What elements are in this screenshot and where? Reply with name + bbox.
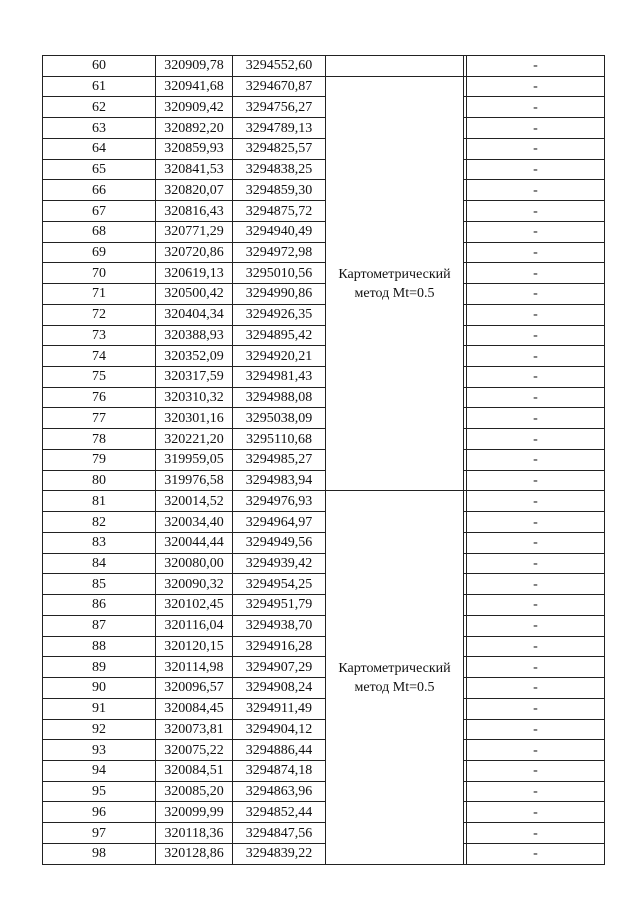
x-coordinate-cell: 320909,42 xyxy=(156,97,233,118)
value-cell: - xyxy=(467,284,605,305)
x-coordinate-cell: 320075,22 xyxy=(156,740,233,761)
point-number-cell: 81 xyxy=(43,491,156,512)
y-coordinate-cell: 3295010,56 xyxy=(233,263,326,284)
y-coordinate-cell: 3294972,98 xyxy=(233,242,326,263)
x-coordinate-cell: 320116,04 xyxy=(156,615,233,636)
value-cell: - xyxy=(467,387,605,408)
x-coordinate-cell: 320816,43 xyxy=(156,201,233,222)
y-coordinate-cell: 3294670,87 xyxy=(233,76,326,97)
x-coordinate-cell: 320941,68 xyxy=(156,76,233,97)
point-number-cell: 98 xyxy=(43,843,156,864)
value-cell: - xyxy=(467,429,605,450)
table-row xyxy=(43,449,605,470)
point-number-cell: 89 xyxy=(43,657,156,678)
value-cell: - xyxy=(467,408,605,429)
y-coordinate-cell: 3294981,43 xyxy=(233,367,326,388)
value-cell: - xyxy=(467,97,605,118)
y-coordinate-cell: 3295038,09 xyxy=(233,408,326,429)
x-coordinate-cell: 320720,86 xyxy=(156,242,233,263)
y-coordinate-cell: 3294951,79 xyxy=(233,595,326,616)
point-number-cell: 91 xyxy=(43,698,156,719)
point-number-cell: 61 xyxy=(43,76,156,97)
y-coordinate-cell: 3294907,29 xyxy=(233,657,326,678)
point-number-cell: 79 xyxy=(43,449,156,470)
table-row xyxy=(43,201,605,222)
point-number-cell: 64 xyxy=(43,138,156,159)
point-number-cell: 95 xyxy=(43,781,156,802)
x-coordinate-cell: 320080,00 xyxy=(156,553,233,574)
y-coordinate-cell: 3294825,57 xyxy=(233,138,326,159)
value-cell: - xyxy=(467,719,605,740)
x-coordinate-cell: 320085,20 xyxy=(156,781,233,802)
point-number-cell: 66 xyxy=(43,180,156,201)
y-coordinate-cell: 3294839,22 xyxy=(233,843,326,864)
coordinates-table xyxy=(42,55,605,865)
value-cell: - xyxy=(467,843,605,864)
value-cell: - xyxy=(467,201,605,222)
value-cell: - xyxy=(467,574,605,595)
y-coordinate-cell: 3294552,60 xyxy=(233,56,326,77)
y-coordinate-cell: 3294874,18 xyxy=(233,760,326,781)
x-coordinate-cell: 320128,86 xyxy=(156,843,233,864)
x-coordinate-cell: 320221,20 xyxy=(156,429,233,450)
x-coordinate-cell: 320352,09 xyxy=(156,346,233,367)
x-coordinate-cell: 320034,40 xyxy=(156,512,233,533)
point-number-cell: 92 xyxy=(43,719,156,740)
table-row xyxy=(43,470,605,491)
method-accuracy: метод Mt=0.5 xyxy=(354,285,435,301)
method-cell xyxy=(326,56,464,77)
y-coordinate-cell: 3294863,96 xyxy=(233,781,326,802)
value-cell: - xyxy=(467,242,605,263)
table-row xyxy=(43,221,605,242)
table-row xyxy=(43,678,605,699)
point-number-cell: 65 xyxy=(43,159,156,180)
x-coordinate-cell: 319959,05 xyxy=(156,449,233,470)
value-cell: - xyxy=(467,595,605,616)
x-coordinate-cell: 320619,13 xyxy=(156,263,233,284)
x-coordinate-cell: 320096,57 xyxy=(156,678,233,699)
point-number-cell: 62 xyxy=(43,97,156,118)
y-coordinate-cell: 3294895,42 xyxy=(233,325,326,346)
method-accuracy: метод Mt=0.5 xyxy=(354,679,435,695)
point-number-cell: 67 xyxy=(43,201,156,222)
table-row xyxy=(43,574,605,595)
table-row xyxy=(43,408,605,429)
value-cell: - xyxy=(467,449,605,470)
table-row xyxy=(43,719,605,740)
table-row xyxy=(43,118,605,139)
table-row xyxy=(43,512,605,533)
coordinates-table-body xyxy=(43,56,605,865)
y-coordinate-cell: 3294904,12 xyxy=(233,719,326,740)
table-row xyxy=(43,304,605,325)
point-number-cell: 72 xyxy=(43,304,156,325)
x-coordinate-cell: 320102,45 xyxy=(156,595,233,616)
value-cell: - xyxy=(467,802,605,823)
value-cell: - xyxy=(467,532,605,553)
y-coordinate-cell: 3294838,25 xyxy=(233,159,326,180)
value-cell: - xyxy=(467,325,605,346)
value-cell: - xyxy=(467,76,605,97)
value-cell: - xyxy=(467,180,605,201)
y-coordinate-cell: 3294990,86 xyxy=(233,284,326,305)
point-number-cell: 96 xyxy=(43,802,156,823)
table-row xyxy=(43,76,605,97)
point-number-cell: 77 xyxy=(43,408,156,429)
table-row xyxy=(43,325,605,346)
value-cell: - xyxy=(467,823,605,844)
y-coordinate-cell: 3294756,27 xyxy=(233,97,326,118)
value-cell: - xyxy=(467,657,605,678)
value-cell: - xyxy=(467,698,605,719)
table-row xyxy=(43,595,605,616)
y-coordinate-cell: 3294954,25 xyxy=(233,574,326,595)
table-row xyxy=(43,615,605,636)
point-number-cell: 88 xyxy=(43,636,156,657)
y-coordinate-cell: 3294985,27 xyxy=(233,449,326,470)
table-row xyxy=(43,387,605,408)
point-number-cell: 75 xyxy=(43,367,156,388)
method-name: Картометрический xyxy=(338,266,451,282)
y-coordinate-cell: 3294859,30 xyxy=(233,180,326,201)
table-row xyxy=(43,532,605,553)
table-row xyxy=(43,180,605,201)
point-number-cell: 69 xyxy=(43,242,156,263)
value-cell: - xyxy=(467,118,605,139)
value-cell: - xyxy=(467,615,605,636)
table-row xyxy=(43,284,605,305)
point-number-cell: 60 xyxy=(43,56,156,77)
table-row xyxy=(43,491,605,512)
y-coordinate-cell: 3294789,13 xyxy=(233,118,326,139)
x-coordinate-cell: 320084,45 xyxy=(156,698,233,719)
y-coordinate-cell: 3295110,68 xyxy=(233,429,326,450)
x-coordinate-cell: 319976,58 xyxy=(156,470,233,491)
point-number-cell: 70 xyxy=(43,263,156,284)
value-cell: - xyxy=(467,740,605,761)
y-coordinate-cell: 3294886,44 xyxy=(233,740,326,761)
table-row xyxy=(43,56,605,77)
value-cell: - xyxy=(467,760,605,781)
table-row xyxy=(43,429,605,450)
x-coordinate-cell: 320404,34 xyxy=(156,304,233,325)
x-coordinate-cell: 320500,42 xyxy=(156,284,233,305)
table-row xyxy=(43,367,605,388)
point-number-cell: 73 xyxy=(43,325,156,346)
y-coordinate-cell: 3294911,49 xyxy=(233,698,326,719)
table-row xyxy=(43,636,605,657)
y-coordinate-cell: 3294908,24 xyxy=(233,678,326,699)
value-cell: - xyxy=(467,678,605,699)
value-cell: - xyxy=(467,470,605,491)
x-coordinate-cell: 320892,20 xyxy=(156,118,233,139)
value-cell: - xyxy=(467,781,605,802)
table-row xyxy=(43,760,605,781)
value-cell: - xyxy=(467,553,605,574)
point-number-cell: 93 xyxy=(43,740,156,761)
table-row xyxy=(43,823,605,844)
y-coordinate-cell: 3294847,56 xyxy=(233,823,326,844)
y-coordinate-cell: 3294852,44 xyxy=(233,802,326,823)
y-coordinate-cell: 3294875,72 xyxy=(233,201,326,222)
point-number-cell: 87 xyxy=(43,615,156,636)
value-cell: - xyxy=(467,304,605,325)
table-row xyxy=(43,138,605,159)
x-coordinate-cell: 320771,29 xyxy=(156,221,233,242)
x-coordinate-cell: 320084,51 xyxy=(156,760,233,781)
point-number-cell: 97 xyxy=(43,823,156,844)
y-coordinate-cell: 3294976,93 xyxy=(233,491,326,512)
point-number-cell: 71 xyxy=(43,284,156,305)
y-coordinate-cell: 3294988,08 xyxy=(233,387,326,408)
table-row xyxy=(43,843,605,864)
y-coordinate-cell: 3294964,97 xyxy=(233,512,326,533)
point-number-cell: 85 xyxy=(43,574,156,595)
value-cell: - xyxy=(467,512,605,533)
table-row xyxy=(43,740,605,761)
table-row xyxy=(43,242,605,263)
value-cell: - xyxy=(467,221,605,242)
point-number-cell: 84 xyxy=(43,553,156,574)
table-row xyxy=(43,698,605,719)
x-coordinate-cell: 320099,99 xyxy=(156,802,233,823)
y-coordinate-cell: 3294983,94 xyxy=(233,470,326,491)
table-row xyxy=(43,657,605,678)
x-coordinate-cell: 320859,93 xyxy=(156,138,233,159)
x-coordinate-cell: 320118,36 xyxy=(156,823,233,844)
x-coordinate-cell: 320310,32 xyxy=(156,387,233,408)
table-row xyxy=(43,263,605,284)
x-coordinate-cell: 320114,98 xyxy=(156,657,233,678)
method-name: Картометрический xyxy=(338,660,451,676)
point-number-cell: 94 xyxy=(43,760,156,781)
value-cell: - xyxy=(467,636,605,657)
y-coordinate-cell: 3294940,49 xyxy=(233,221,326,242)
point-number-cell: 82 xyxy=(43,512,156,533)
x-coordinate-cell: 320841,53 xyxy=(156,159,233,180)
y-coordinate-cell: 3294949,56 xyxy=(233,532,326,553)
value-cell: - xyxy=(467,367,605,388)
x-coordinate-cell: 320317,59 xyxy=(156,367,233,388)
point-number-cell: 63 xyxy=(43,118,156,139)
table-row xyxy=(43,97,605,118)
x-coordinate-cell: 320301,16 xyxy=(156,408,233,429)
x-coordinate-cell: 320120,15 xyxy=(156,636,233,657)
x-coordinate-cell: 320388,93 xyxy=(156,325,233,346)
point-number-cell: 74 xyxy=(43,346,156,367)
table-row xyxy=(43,781,605,802)
table-row xyxy=(43,346,605,367)
x-coordinate-cell: 320044,44 xyxy=(156,532,233,553)
x-coordinate-cell: 320820,07 xyxy=(156,180,233,201)
point-number-cell: 78 xyxy=(43,429,156,450)
point-number-cell: 76 xyxy=(43,387,156,408)
point-number-cell: 83 xyxy=(43,532,156,553)
value-cell: - xyxy=(467,263,605,284)
method-cell xyxy=(326,76,464,491)
x-coordinate-cell: 320909,78 xyxy=(156,56,233,77)
value-cell: - xyxy=(467,346,605,367)
table-row xyxy=(43,159,605,180)
table-row xyxy=(43,553,605,574)
value-cell: - xyxy=(467,491,605,512)
y-coordinate-cell: 3294939,42 xyxy=(233,553,326,574)
value-cell: - xyxy=(467,56,605,77)
x-coordinate-cell: 320090,32 xyxy=(156,574,233,595)
y-coordinate-cell: 3294916,28 xyxy=(233,636,326,657)
point-number-cell: 68 xyxy=(43,221,156,242)
point-number-cell: 90 xyxy=(43,678,156,699)
value-cell: - xyxy=(467,138,605,159)
y-coordinate-cell: 3294920,21 xyxy=(233,346,326,367)
x-coordinate-cell: 320073,81 xyxy=(156,719,233,740)
point-number-cell: 86 xyxy=(43,595,156,616)
value-cell: - xyxy=(467,159,605,180)
table-row xyxy=(43,802,605,823)
y-coordinate-cell: 3294926,35 xyxy=(233,304,326,325)
x-coordinate-cell: 320014,52 xyxy=(156,491,233,512)
method-cell xyxy=(326,491,464,864)
y-coordinate-cell: 3294938,70 xyxy=(233,615,326,636)
point-number-cell: 80 xyxy=(43,470,156,491)
